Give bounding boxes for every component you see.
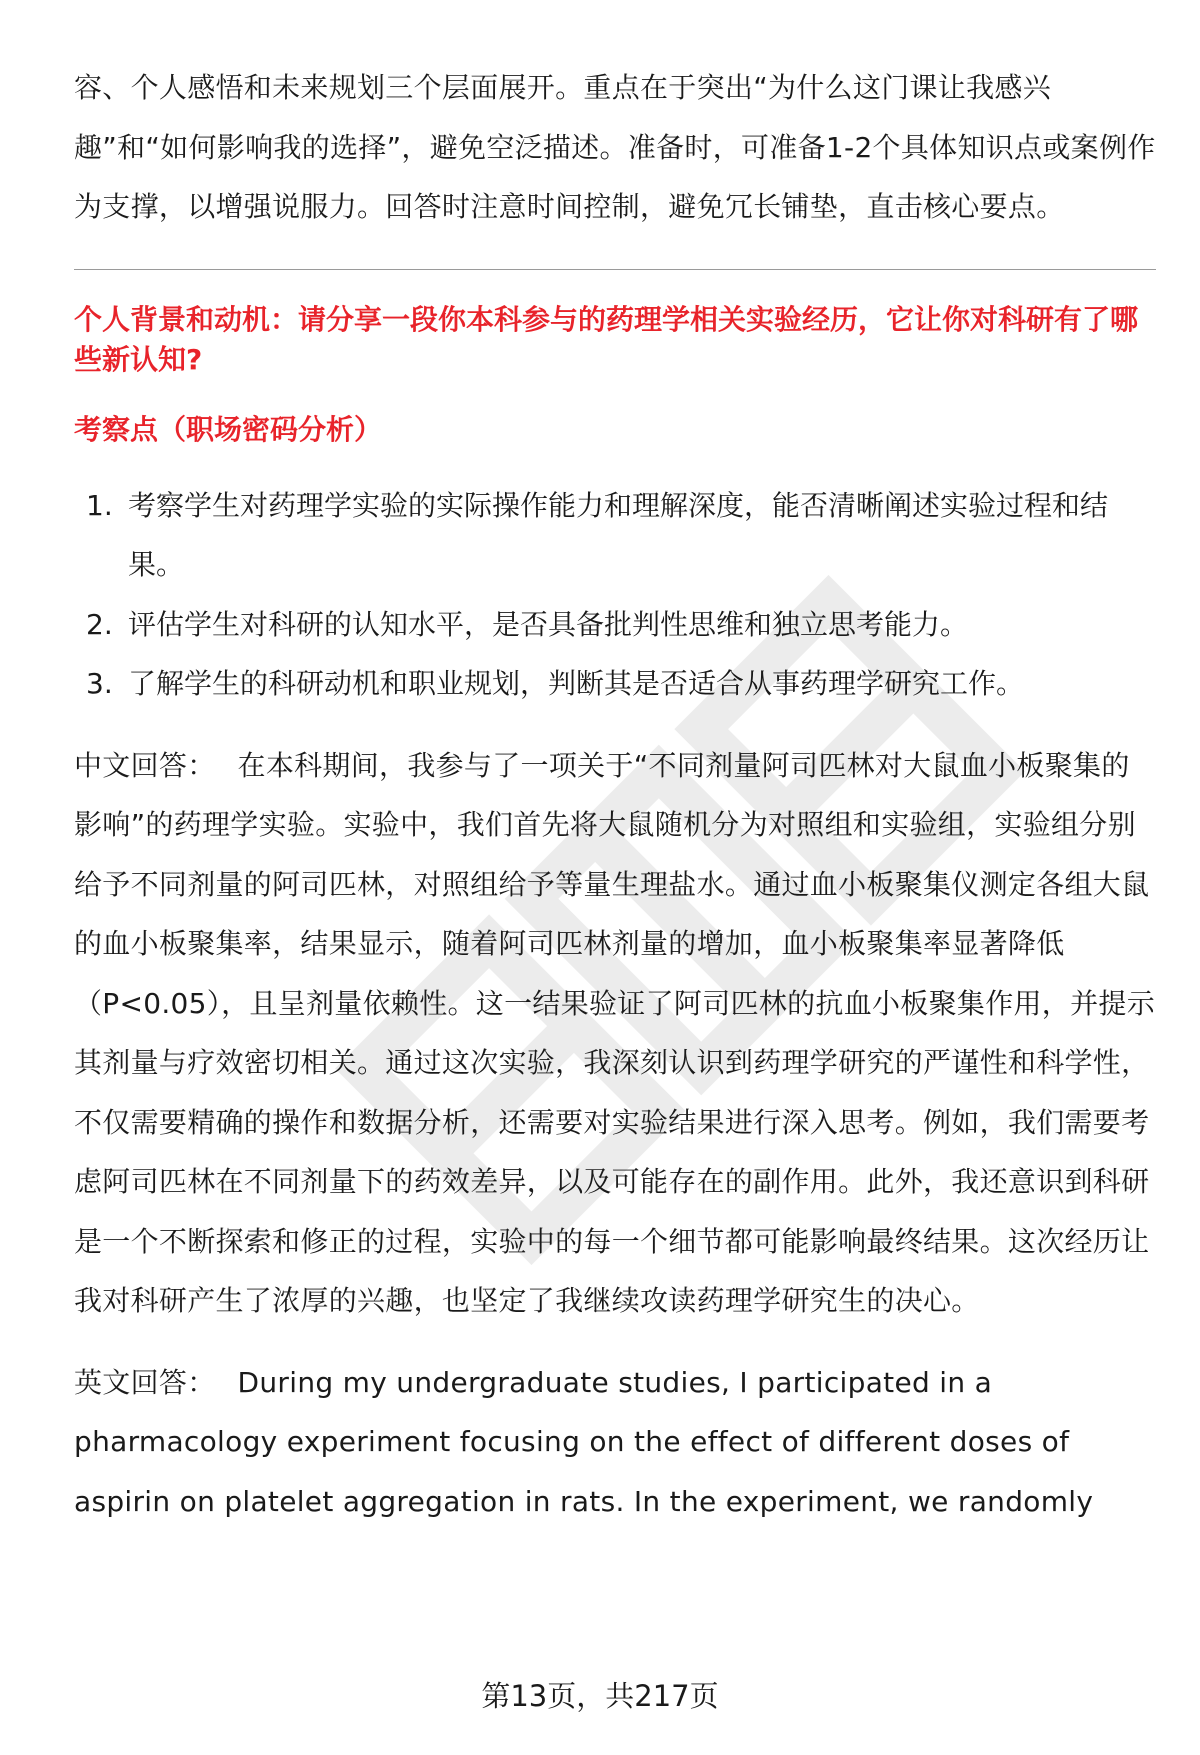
chinese-answer [74, 736, 1156, 1331]
list-item [74, 595, 1156, 655]
list-item-text: 了解学生的科研动机和职业规划，判断其是否适合从事药理学研究工作。 [128, 667, 1025, 700]
document-content [74, 58, 1156, 1531]
chinese-answer-label: 中文回答： [74, 748, 216, 782]
list-item [74, 476, 1156, 595]
section-divider [74, 269, 1156, 270]
page-footer: 第13页，共217页 [481, 1679, 719, 1713]
english-answer-text: During my undergraduate studies, I participated in a pharmacology experiment focusing on the effect of different doses of aspirin on platelet aggregation in rats. In the experiment, we randomly [74, 1365, 1094, 1518]
chinese-answer-text: 在本科期间，我参与了一项关于“不同剂量阿司匹林对大鼠血小板聚集的影响”的药理学实验。实验中，我们首先将大鼠随机分为对照组和实验组，实验组分别给予不同剂量的阿司匹林，对照组给予等量生理盐水。通过血小板聚集仪测定各组大鼠的血小板聚集率，结果显示，随着阿司匹林剂量的增加，血小板聚集率显著降低（P<0.05），且呈剂量依赖性。这一结果验证了阿司匹林的抗血小板聚集作用，并提示其剂量与疗效密切相关。通过这次实验，我深刻认识到药理学研究的严谨性和科学性，不仅需要精确的操作和数据分析，还需要对实验结果进行深入思考。例如，我们需要考虑阿司匹林在不同剂量下的药效差异，以及可能存在的副作用。此外，我还意识到科研是一个不断探索和修正的过程，实验中的每一个细节都可能影响最终结果。这次经历让我对科研产生了浓厚的兴趣，也坚定了我继续攻读药理学研究生的决心。 [74, 748, 1155, 1317]
list-item-number: 2. [86, 607, 113, 641]
list-item-text: 考察学生对药理学实验的实际操作能力和理解深度，能否清晰阐述实验过程和结果。 [128, 488, 1109, 581]
list-item-number: 3. [86, 667, 113, 700]
assessment-points-list [74, 476, 1156, 714]
english-answer [74, 1353, 1156, 1532]
english-answer-label: 英文回答： [74, 1365, 216, 1399]
list-item-number: 1. [86, 488, 113, 522]
list-item-text: 评估学生对科研的认知水平，是否具备批判性思维和独立思考能力。 [128, 607, 969, 641]
analysis-heading: 考察点（职场密码分析） [74, 412, 383, 446]
question-heading: 个人背景和动机：请分享一段你本科参与的药理学相关实验经历，它让你对科研有了哪些新认知? [74, 302, 1139, 376]
list-item [74, 654, 1156, 714]
intro-paragraph: 容、个人感悟和未来规划三个层面展开。重点在于突出“为什么这门课让我感兴趣”和“如何影响我的选择”，避免空泛描述。准备时，可准备1-2个具体知识点或案例作为支撑，以增强说服力。回答时注意时间控制，避免冗长铺垫，直击核心要点。 [74, 71, 1156, 223]
